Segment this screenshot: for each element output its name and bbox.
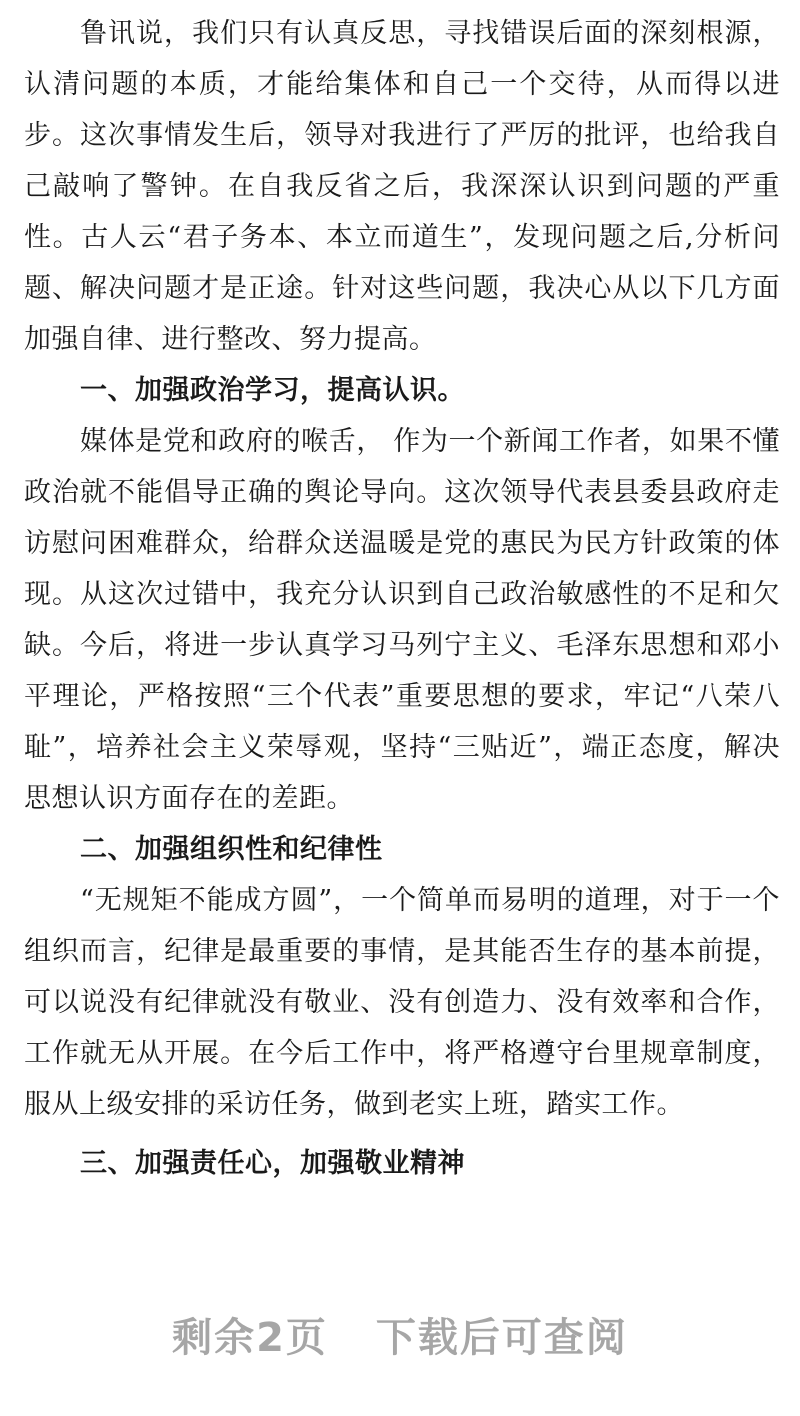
section-heading-political-study: 一、加强政治学习，提高认识。	[80, 375, 465, 406]
remaining-pages-label: 剩余2页	[172, 1315, 328, 1361]
section-heading-discipline: 二、加强组织性和纪律性	[80, 834, 383, 865]
section-heading-responsibility: 三、加强责任心，加强敬业精神	[80, 1148, 465, 1179]
paragraph-political-study: 媒体是党和政府的喉舌， 作为一个新闻工作者，如果不懂政治就不能倡导正确的舆论导向。这次领导代表县委县政府走访慰问困难群众，给群众送温暖是党的惠民为民方针政策的体现。从这次过错中，我充分认识到自己政治敏感性的不足和欠缺。今后，将进一步认真学习马列宁主义、毛泽东思想和邓小平理论，严格按照“三个代表”重要思想的要求，牢记“八荣八耻”，培养社会主义荣辱观，坚持“三贴近”，端正态度，解决思想认识方面存在的差距。	[24, 426, 780, 814]
download-hint-label: 下载后可查阅	[375, 1315, 628, 1361]
paragraph-intro: 鲁讯说，我们只有认真反思，寻找错误后面的深刻根源，认清问题的本质，才能给集体和自己一个交待，从而得以进步。这次事情发生后，领导对我进行了严厉的批评，也给我自己敲响了警钟。在自我反省之后，我深深认识到问题的严重性。古人云“君子务本、本立而道生”，发现问题之后,分析问题、解决问题才是正途。针对这些问题，我决心从以下几方面加强自律、进行整改、努力提高。	[24, 18, 780, 355]
paragraph-discipline: “无规矩不能成方圆”，一个简单而易明的道理，对于一个组织而言，纪律是最重要的事情，是其能否生存的基本前提，可以说没有纪律就没有敬业、没有创造力、没有效率和合作，工作就无从开展。在今后工作中，将严格遵守台里规章制度，服从上级安排的采访任务，做到老实上班，踏实工作。	[24, 885, 780, 1120]
download-prompt	[0, 1306, 800, 1363]
document-body	[24, 8, 780, 1189]
